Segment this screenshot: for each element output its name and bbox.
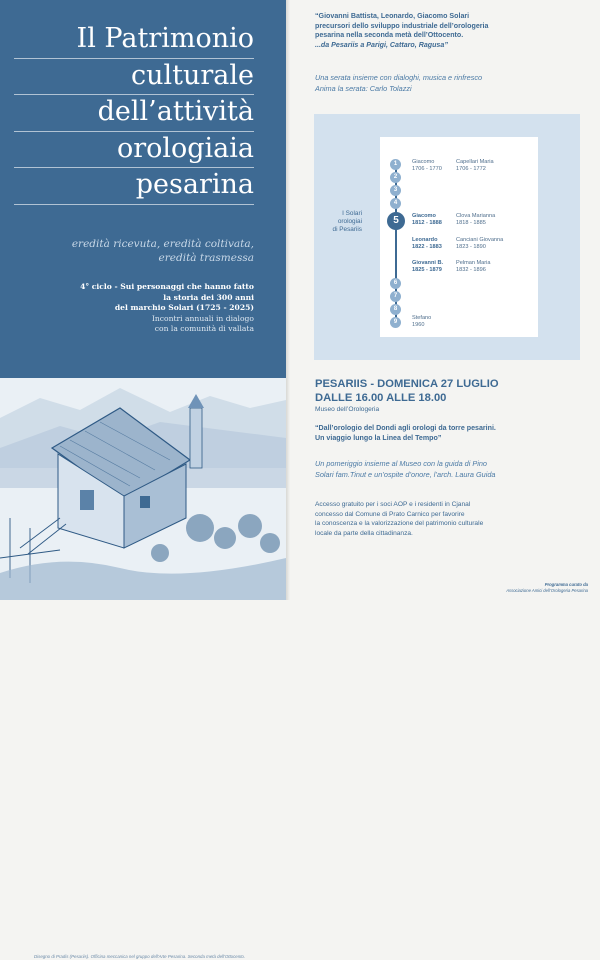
person-entry <box>412 213 442 227</box>
evening-description <box>315 72 585 94</box>
note-line: Anima la serata: Carlo Tolazzi <box>315 84 412 93</box>
generation-dot: 3 <box>390 185 401 196</box>
evening-title <box>315 12 585 50</box>
generation-dot: 8 <box>390 304 401 315</box>
cycle-line: con la comunità di vallata <box>154 324 254 333</box>
image-caption: Disegno di Pradis (Pesariis). Officina meccanica nel gruppo dell'Arte Pesarina. Seconda metà dell'Ottocento. <box>34 954 246 959</box>
person-years: 1818 - 1885 <box>456 219 486 226</box>
person-years: 1822 - 1883 <box>412 243 442 250</box>
access-line: Accesso gratuito per i soci AOP e i residenti in Cjanal <box>315 501 471 508</box>
organizer-credit <box>468 582 588 593</box>
person-name: Canciani Giovanna <box>456 237 504 243</box>
generation-dot: 9 <box>390 317 401 328</box>
person-years: 1706 - 1770 <box>412 165 442 172</box>
person-entry <box>456 159 494 173</box>
person-name: Giacomo <box>412 159 435 165</box>
event-date <box>315 378 585 405</box>
person-name: Giovanni B. <box>412 260 444 266</box>
access-line: locale da parte della cittadinanza. <box>315 529 413 537</box>
access-line: la conoscenza e la valorizzazione del patrimonio culturale <box>315 520 484 527</box>
person-name: Giacomo <box>412 213 436 219</box>
subtitle-line: eredità ricevuta, eredità coltivata, <box>71 238 254 250</box>
person-years: 1812 - 1888 <box>412 219 442 226</box>
credit-line: Programma curato da <box>544 582 588 587</box>
subtitle-line: eredità trasmessa <box>158 251 254 264</box>
title-line: pesarina <box>14 168 254 205</box>
person-name: Pelman Maria <box>456 260 491 266</box>
title-line: Il Patrimonio <box>14 22 254 59</box>
page-fold <box>286 0 290 600</box>
person-years: 1960 <box>412 321 425 328</box>
cycle-line: Incontri annuali in dialogo <box>151 313 254 323</box>
cover-panel <box>0 0 286 959</box>
generation-dot: 6 <box>390 278 401 289</box>
quote-line: precursori dello sviluppo industriale dell’orologeria <box>315 21 489 30</box>
note-line: Un pomeriggio insieme al Museo con la guida di Pino <box>315 459 487 468</box>
person-years: 1832 - 1896 <box>456 266 486 273</box>
timeline-label-line: orologiai <box>337 217 362 225</box>
mountain-hut-sketch <box>0 378 286 959</box>
person-entry <box>456 213 495 227</box>
quote-line: “Giovanni Battista, Leonardo, Giacomo Solari <box>315 12 470 20</box>
title-line: dell’attività <box>14 95 254 132</box>
afternoon-description <box>315 458 585 480</box>
note-line: Solari fam.Tinut e un’ospite d’onore, l’arch. Laura Guida <box>315 470 496 479</box>
main-title <box>14 22 254 205</box>
generation-dot: 4 <box>390 198 401 209</box>
timeline-label <box>302 210 362 233</box>
event-place: Museo dell’Orologeria <box>315 406 380 413</box>
person-entry <box>412 159 442 173</box>
cycle-line: del marchio Solari (1725 - 2025) <box>114 303 254 312</box>
afternoon-title <box>315 424 585 443</box>
timeline-label-line: di Pesariis <box>332 225 362 233</box>
person-name: Clova Marianna <box>456 213 496 219</box>
person-years: 1706 - 1772 <box>456 165 486 172</box>
event-date-line: PESARIIS - DOMENICA 27 LUGLIO <box>315 378 499 390</box>
credit-line: Associazione Amici dell’Orologeria Pesarina <box>506 587 588 593</box>
quote-line: pesarina nella seconda metà dell’Ottocento. <box>315 31 464 39</box>
note-line: Una serata insieme con dialoghi, musica e rinfresco <box>315 73 483 82</box>
event-time-line: DALLE 16.00 ALLE 18.00 <box>315 391 447 404</box>
access-info <box>315 500 585 538</box>
person-entry <box>412 315 431 329</box>
generation-dot: 7 <box>390 291 401 302</box>
quote-line: “Dall’orologio del Dondi agli orologi da torre pesarini. <box>315 424 496 432</box>
person-entry <box>456 237 503 251</box>
person-entry <box>412 237 442 251</box>
quote-line: ...da Pesariis a Parigi, Cattaro, Ragusa” <box>315 40 448 49</box>
subtitle <box>24 238 254 265</box>
sketch-illustration <box>0 378 286 600</box>
generation-dot: 1 <box>390 159 401 170</box>
person-entry <box>412 260 443 274</box>
person-years: 1825 - 1879 <box>412 266 442 273</box>
cycle-line: la storia dei 300 anni <box>163 292 254 302</box>
generation-dot: 2 <box>390 172 401 183</box>
quote-line: Un viaggio lungo la Linea del Tempo” <box>315 433 442 442</box>
timeline-label-line: I Solari <box>342 210 362 217</box>
title-line: culturale <box>14 59 254 96</box>
person-name: Capellari Maria <box>456 159 494 165</box>
generation-dot-current: 5 <box>387 212 405 230</box>
cycle-line: 4° ciclo - Sui personaggi che hanno fatto <box>80 282 254 291</box>
person-name: Stefano <box>412 315 432 321</box>
person-name: Leonardo <box>412 237 438 243</box>
person-entry <box>456 260 491 274</box>
title-line: orologiaia <box>14 132 254 169</box>
person-years: 1823 - 1890 <box>456 243 486 250</box>
access-line: concesso dal Comune di Prato Carnico per favorire <box>315 510 465 518</box>
cycle-info <box>24 282 254 335</box>
